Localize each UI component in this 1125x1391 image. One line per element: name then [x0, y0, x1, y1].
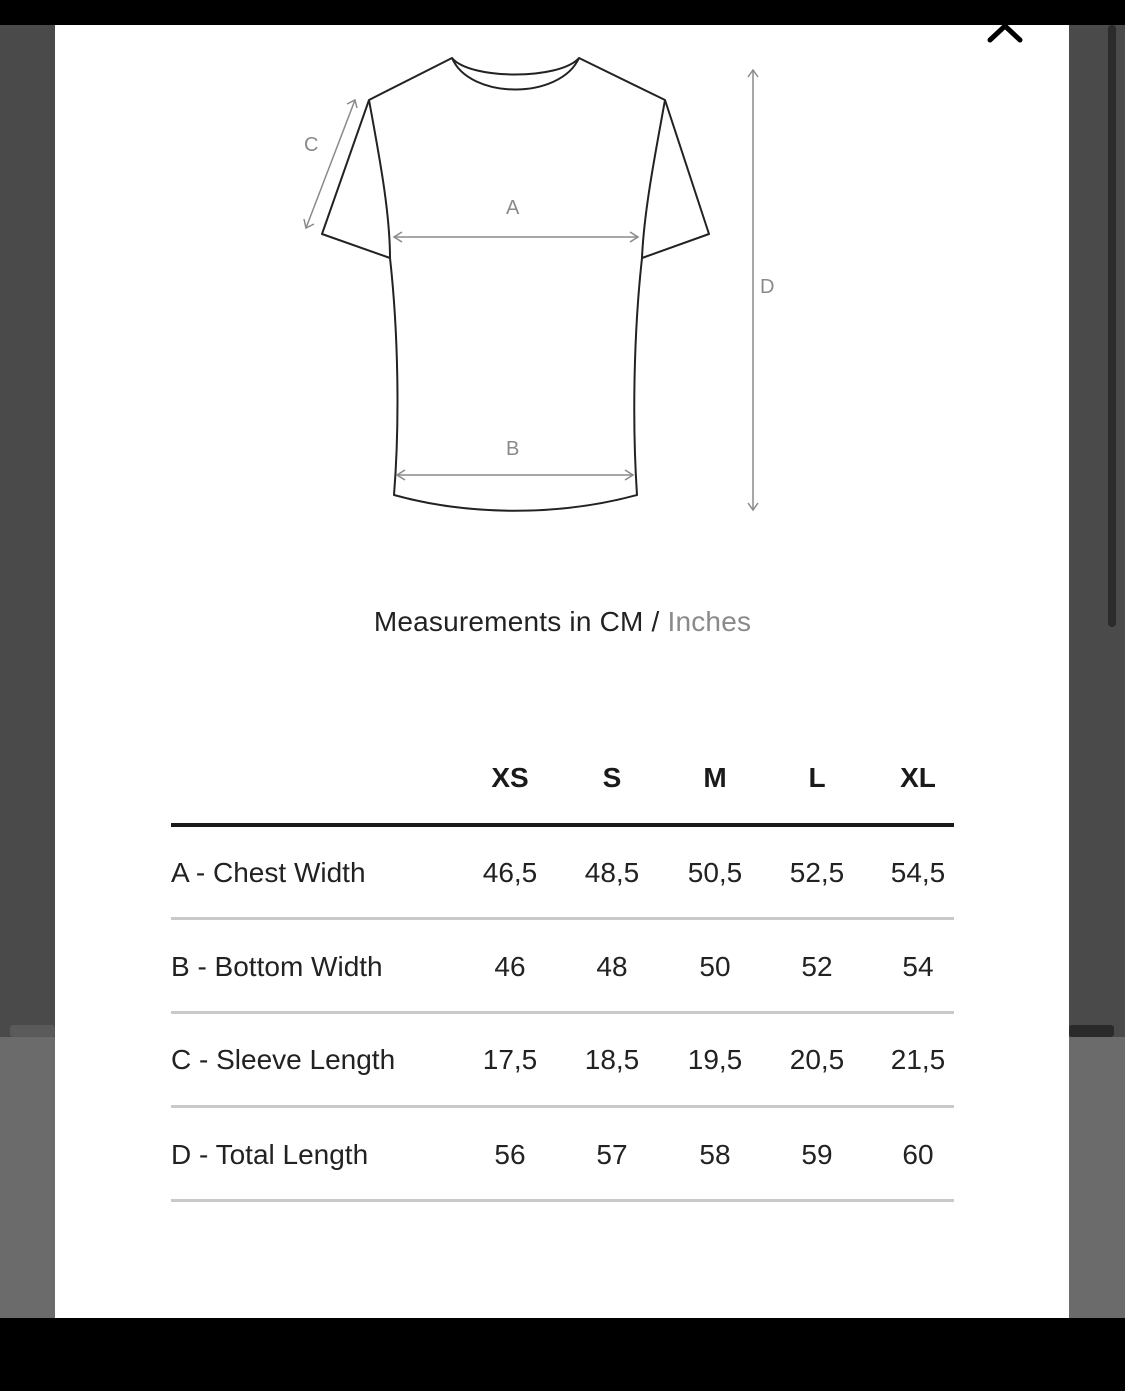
- label-b: B: [506, 438, 520, 460]
- row-divider: [171, 1105, 954, 1108]
- row-label: C - Sleeve Length: [171, 1044, 396, 1075]
- bottom-bar: [0, 1318, 1125, 1391]
- size-header-m: M: [703, 762, 727, 793]
- table-header-divider: [171, 823, 954, 827]
- row-label: A - Chest Width: [171, 857, 366, 888]
- row-divider: [171, 1199, 954, 1202]
- cell-value: 54,5: [890, 857, 946, 888]
- label-a: A: [506, 197, 520, 219]
- cell-value: 19,5: [687, 1044, 743, 1075]
- size-header-xl: XL: [900, 762, 936, 793]
- backdrop-left-lower[interactable]: [0, 1037, 55, 1318]
- cell-value: 58: [699, 1139, 731, 1170]
- label-c: C: [304, 134, 319, 156]
- cell-value: 52,5: [789, 857, 845, 888]
- cell-value: 50: [699, 951, 731, 982]
- backdrop-left-tab: [10, 1025, 55, 1037]
- cell-value: 56: [494, 1139, 526, 1170]
- cell-value: 17,5: [482, 1044, 538, 1075]
- size-header-xs: XS: [491, 762, 529, 793]
- cell-value: 46: [494, 951, 526, 982]
- cell-value: 52: [801, 951, 833, 982]
- backdrop-right-lower[interactable]: [1069, 1037, 1125, 1318]
- cell-value: 20,5: [789, 1044, 845, 1075]
- table-row: [171, 1139, 954, 1179]
- cell-value: 48,5: [584, 857, 640, 888]
- row-divider: [171, 917, 954, 920]
- unit-inches-toggle[interactable]: Inches: [667, 606, 752, 637]
- row-label: D - Total Length: [171, 1139, 369, 1170]
- cell-value: 18,5: [584, 1044, 640, 1075]
- label-d: D: [760, 276, 775, 298]
- close-icon[interactable]: [985, 18, 1025, 48]
- cell-value: 46,5: [482, 857, 538, 888]
- cell-value: 21,5: [890, 1044, 946, 1075]
- measurement-unit-toggle: [0, 606, 1125, 638]
- cell-value: 54: [902, 951, 934, 982]
- cell-value: 60: [902, 1139, 934, 1170]
- unit-cm: Measurements in CM: [373, 606, 644, 637]
- tshirt-diagram: [0, 0, 1125, 560]
- size-header-s: S: [602, 762, 622, 793]
- cell-value: 59: [801, 1139, 833, 1170]
- measurement-arrows: [304, 70, 758, 510]
- cell-value: 50,5: [687, 857, 743, 888]
- cell-value: 48: [596, 951, 628, 982]
- row-label: B - Bottom Width: [171, 951, 383, 982]
- unit-separator: /: [643, 606, 668, 637]
- cell-value: 57: [596, 1139, 628, 1170]
- table-row: [171, 1044, 954, 1084]
- row-divider: [171, 1011, 954, 1014]
- backdrop-right-tab: [1069, 1025, 1114, 1037]
- table-row: [171, 951, 954, 991]
- table-row: [171, 857, 954, 897]
- size-header-l: L: [808, 762, 826, 793]
